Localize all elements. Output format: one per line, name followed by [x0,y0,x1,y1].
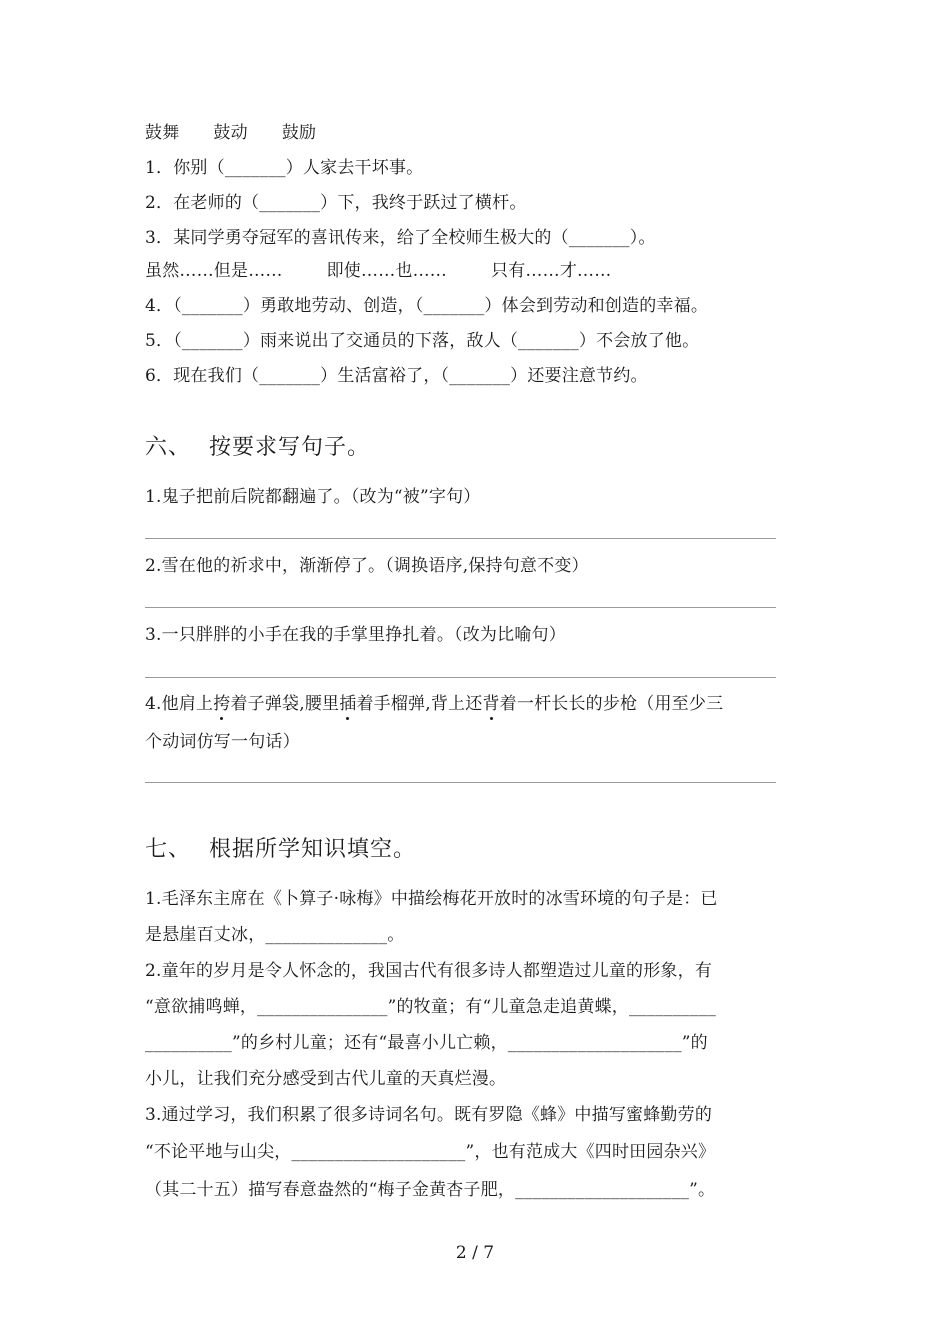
sentence-task: 3.一只胖胖的小手在我的手掌里挣扎着。（改为比喻句） [145,625,566,645]
poem-fill-line: __________”的乡村儿童；还有“最喜小儿亡赖，____________________”的 [145,1033,708,1053]
word-choice: 鼓励 [281,123,317,143]
section-number: 七、 [145,837,192,862]
answer-line [145,607,776,608]
dotted-verb: 背 [482,694,500,714]
fill-blank-item: 1．你别（_______）人家去干坏事。 [145,158,424,178]
sentence-task-4-cont: 个动词仿写一句话） [145,732,300,752]
poem-fill-line: （其二十五）描写春意盎然的“梅子金黄杏子肥，____________________”。 [145,1180,716,1200]
section-number: 六、 [145,435,192,460]
sentence-task: 1.鬼子把前后院都翻遍了。（改为“被”字句） [145,487,481,507]
fill-blank-item: 6．现在我们（_______）生活富裕了，（_______）还要注意节约。 [145,366,648,386]
dotted-verb: 挎 [213,694,231,714]
fill-blank-item: 3．某同学勇夺冠军的喜讯传来，给了全校师生极大的（_______）。 [145,228,656,248]
sentence-task: 2.雪在他的祈求中，渐渐停了。（调换语序,保持句意不变） [145,556,589,576]
sentence-task-4: 4.他肩上挎着子弹袋,腰里插着手榴弹,背上还背着一杆长长的步枪（用至少三 [145,694,724,714]
section-6-heading [145,434,370,462]
word-choices-2 [145,260,611,282]
poem-fill-line: 小儿，让我们充分感受到古代儿童的天真烂漫。 [145,1069,507,1089]
word-choice: 虽然……但是…… [145,261,283,281]
word-choice: 鼓舞 [145,123,180,143]
answer-line [145,538,776,539]
answer-line [145,782,776,783]
word-choice: 鼓动 [213,123,248,143]
poem-fill-line: 是悬崖百丈冰，______________。 [145,925,405,945]
fill-blank-item: 5．（_______）雨来说出了交通员的下落，敌人（_______）不会放了他。 [145,331,700,351]
word-choices-1 [145,122,316,144]
fill-blank-item: 2．在老师的（_______）下，我终于跃过了横杆。 [145,193,527,213]
section-7-heading [145,836,416,864]
word-choice: 即使……也…… [326,261,448,281]
dotted-verb: 插 [339,694,357,714]
section-title: 按要求写句子。 [209,435,371,460]
poem-fill-line: 1.毛泽东主席在《卜算子·咏梅》中描绘梅花开放时的冰雪环境的句子是：已 [145,889,718,909]
answer-line [145,677,776,678]
word-choice: 只有……才…… [491,261,612,281]
section-title: 根据所学知识填空。 [209,837,417,862]
fill-blank-item: 4．（_______）勇敢地劳动、创造，（_______）体会到劳动和创造的幸福。 [145,296,709,316]
poem-fill-line: “意欲捕鸣蝉，_______________”的牧童；有“儿童急走追黄蝶，__________ [145,997,716,1017]
page-number: 2 / 7 [455,1243,495,1263]
poem-fill-line: 3.通过学习，我们积累了很多诗词名句。既有罗隐《蜂》中描写蜜蜂勤劳的 [145,1105,713,1125]
poem-fill-line: 2.童年的岁月是令人怀念的，我国古代有很多诗人都塑造过儿童的形象，有 [145,961,713,981]
poem-fill-line: “不论平地与山尖，____________________”，也有范成大《四时田园杂兴》 [145,1142,716,1162]
